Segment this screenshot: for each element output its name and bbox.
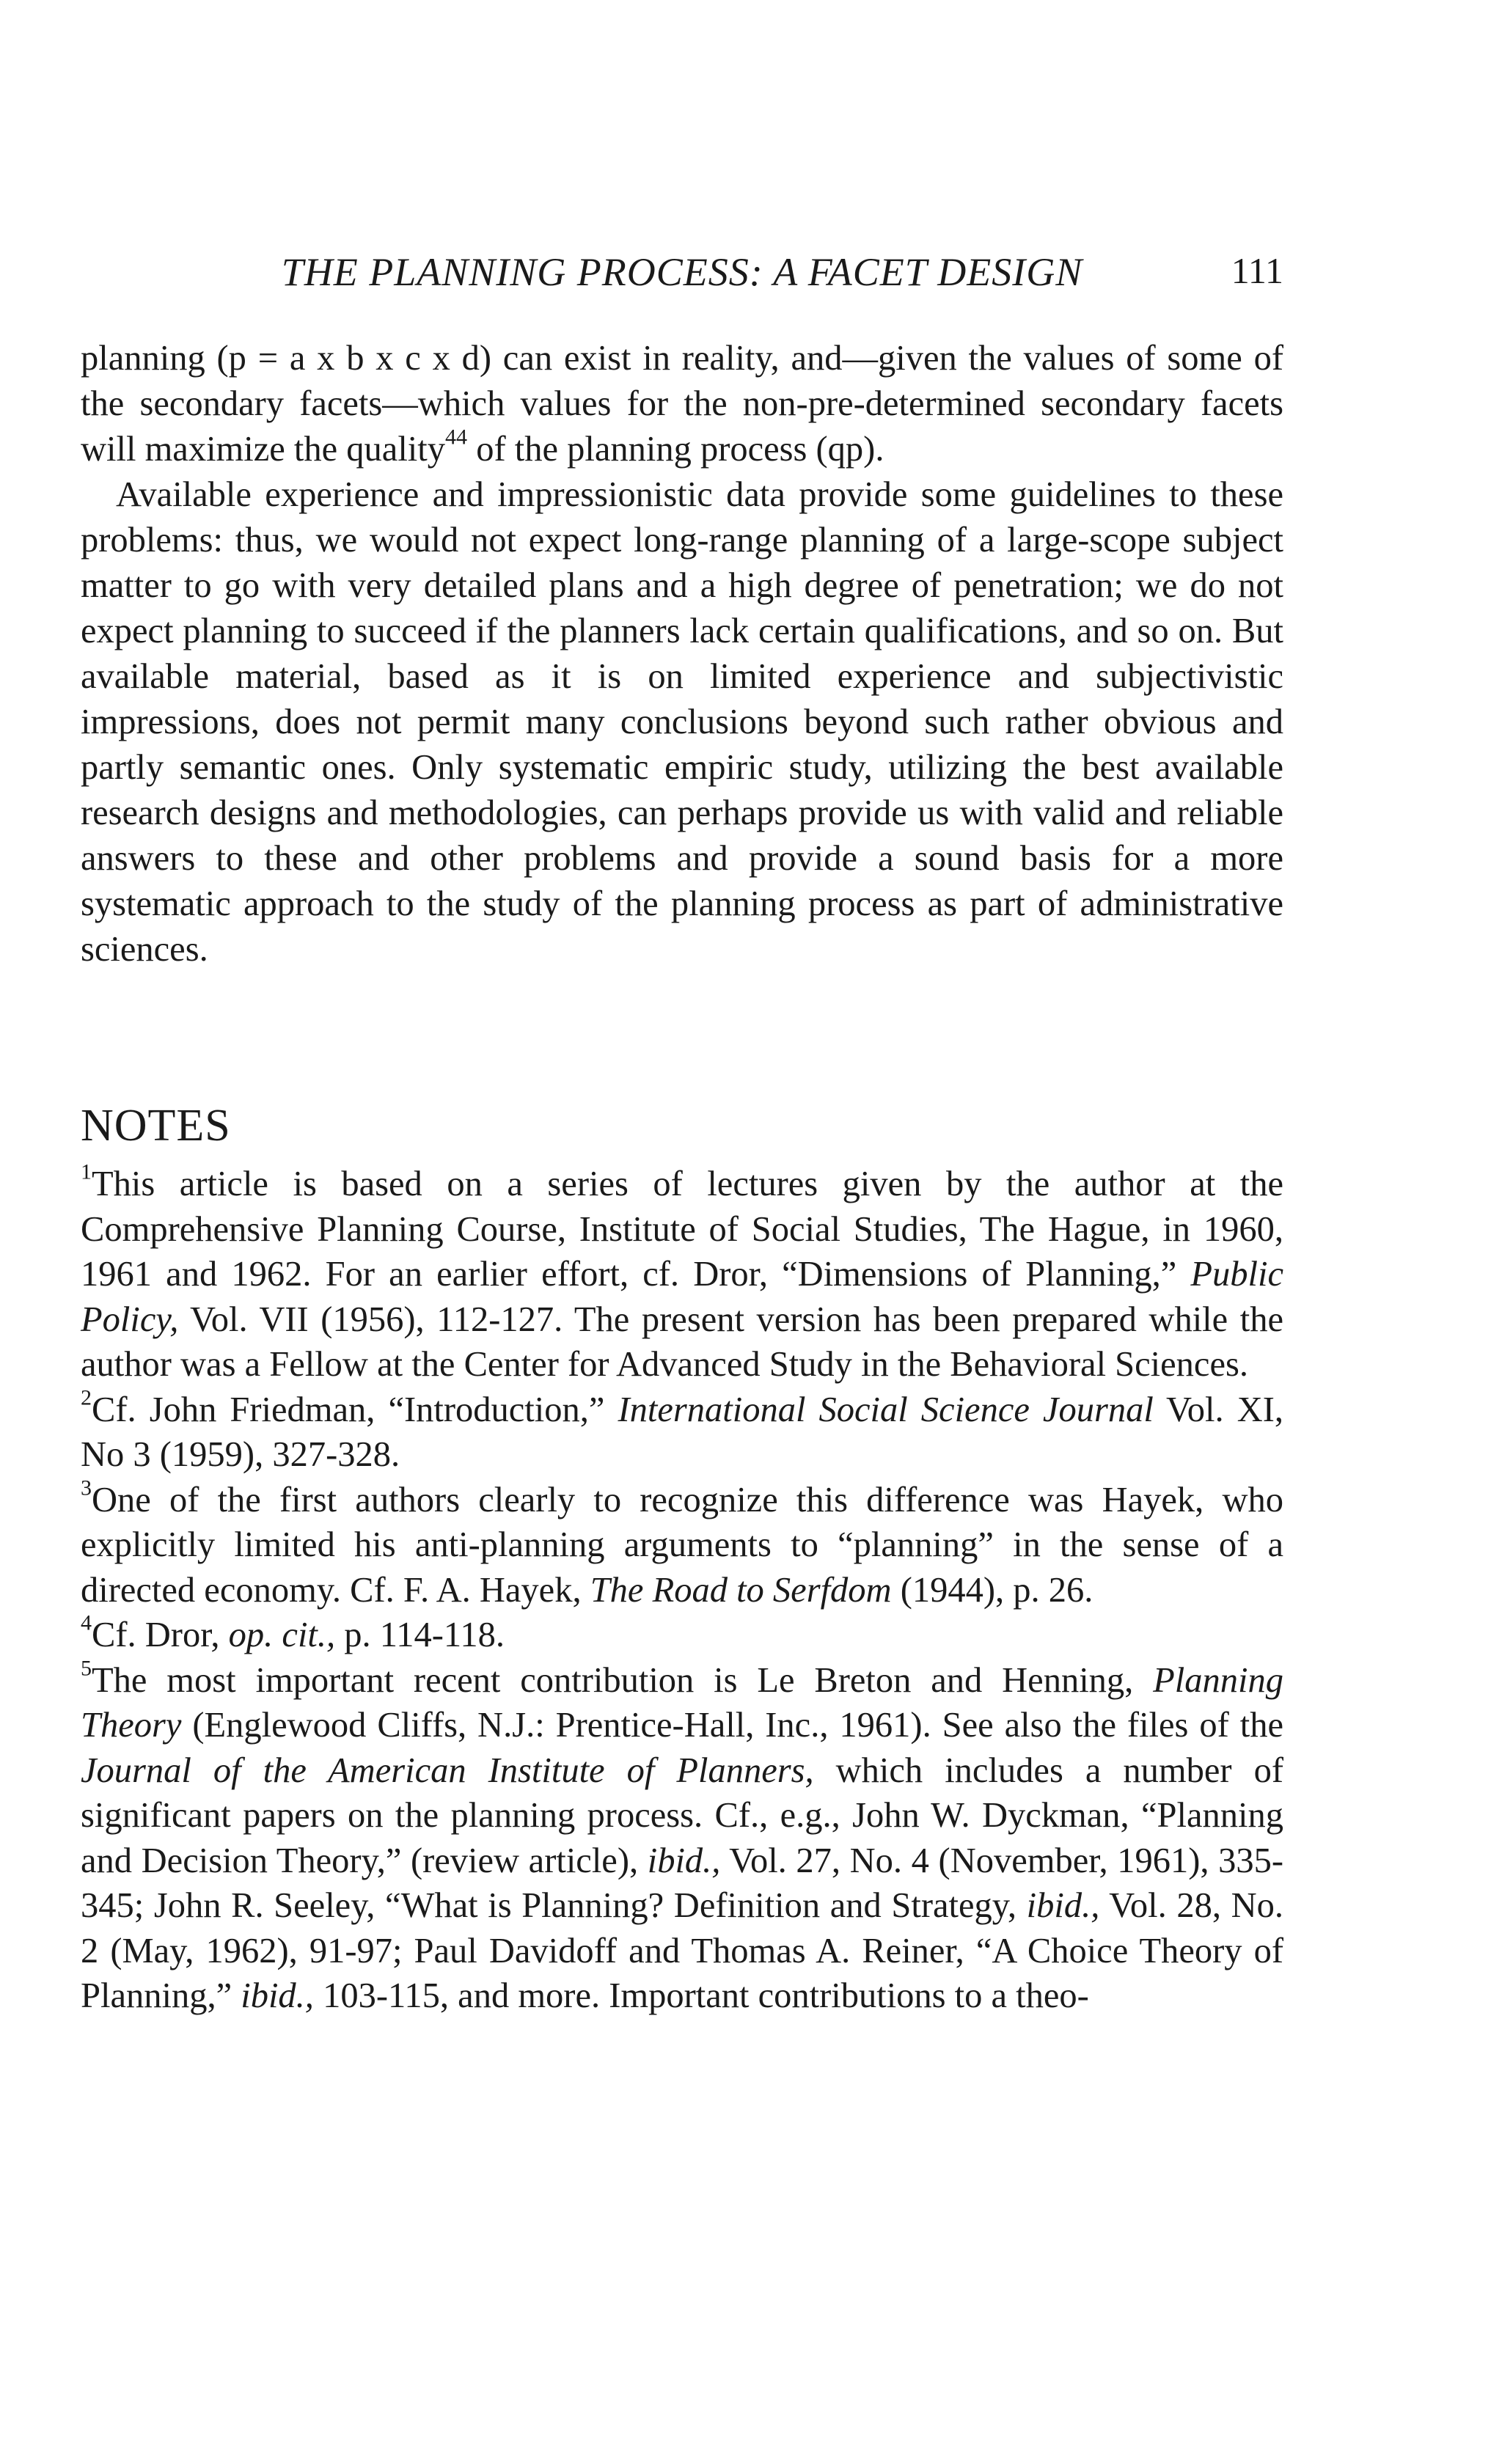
note-3 bbox=[81, 1474, 1283, 1613]
note-5 bbox=[81, 1654, 1283, 2019]
note-title: International Social Science Journal bbox=[618, 1390, 1154, 1429]
note-text: (1944), p. 26. bbox=[891, 1570, 1093, 1610]
note-text: Vol. 28, No. 2 (May, 1962), 91-97; Paul Davidoff and Thomas A. Reiner, “A Choice Theory of Planning,” bbox=[81, 1886, 1283, 2015]
note-number: 1 bbox=[81, 1159, 92, 1184]
note-2 bbox=[81, 1384, 1283, 1478]
note-text: The most important recent contribution is Le Breton and Henning, bbox=[92, 1660, 1154, 1700]
footnote-ref-44: 44 bbox=[445, 424, 468, 450]
note-title: op. cit., bbox=[228, 1616, 336, 1654]
notes-heading: NOTES bbox=[81, 1101, 231, 1151]
note-title: ibid., bbox=[1026, 1886, 1100, 1925]
notes-list bbox=[81, 1159, 1283, 2019]
note-text: Cf. John Friedman, “Introduction,” bbox=[92, 1390, 618, 1429]
paragraph-1-text: planning (p = a x b x c x d) can exist in reality, and—given the values of some of the secondary facets—which values for the non-pre-determined secondary facets will maximize the quality bbox=[81, 339, 1283, 469]
note-number: 3 bbox=[81, 1474, 92, 1500]
page-number: 111 bbox=[1231, 250, 1283, 291]
note-text: which includes a number of significant papers on the planning process. Cf., e.g., John W. Dyckman, “Planning and Decision Theory,” (review article), bbox=[81, 1750, 1283, 1880]
note-text: Vol. 27, No. 4 (November, 1961), 335-345; John R. Seeley, “What is Planning? Definition and Strategy, bbox=[81, 1841, 1283, 1925]
note-title: Public Policy, bbox=[81, 1255, 1283, 1339]
note-text: Vol. VII (1956), 112-127. The present version has been prepared while the author was a Fellow at the Center for Advanced Study in the Behavioral Sciences. bbox=[81, 1299, 1283, 1384]
note-4 bbox=[81, 1610, 1283, 1658]
note-title: ibid., bbox=[241, 1976, 314, 2015]
paragraph-1-end: of the planning process (qp). bbox=[467, 430, 884, 469]
note-text: Cf. Dror, bbox=[92, 1616, 229, 1654]
note-number: 5 bbox=[81, 1654, 92, 1680]
running-title: THE PLANNING PROCESS: A FACET DESIGN bbox=[281, 250, 1083, 294]
note-title: Planning Theory bbox=[81, 1660, 1283, 1745]
paragraph-2: Available experience and impressionistic data provide some guidelines to these problems: thus, we would not expect long-range planning of a large-scope subject matter to go with very detailed plans and a high degree of penetration; we do not expect planning to succeed if the planners lack certain qualifications, and so on. But available material, based as it is on limited experience and subjectivistic impressions, does not permit many conclusions beyond such rather obvious and partly semantic ones. Only systematic empiric study, utilizing the best available research designs and methodologies, can perhaps provide us with valid and reliable answers to these and other problems and provide a sound basis for a more systematic approach to the study of the planning process as part of administrative sciences. bbox=[81, 475, 1283, 969]
paragraph-1 bbox=[81, 336, 1283, 472]
note-text: One of the first authors clearly to recognize this difference was Hayek, who explicitly limited his anti-planning arguments to “planning” in the sense of a directed economy. Cf. F. A. Hayek, bbox=[81, 1480, 1283, 1610]
body-text bbox=[81, 336, 1283, 972]
note-1 bbox=[81, 1159, 1283, 1387]
note-title: ibid., bbox=[647, 1841, 721, 1880]
note-text: Vol. XI, No 3 (1959), 327-328. bbox=[81, 1390, 1283, 1474]
note-number: 2 bbox=[81, 1384, 92, 1409]
note-title: The Road to Serfdom bbox=[590, 1570, 892, 1610]
note-text: p. 114-118. bbox=[335, 1616, 505, 1654]
note-text: (Englewood Cliffs, N.J.: Prentice-Hall, Inc., 1961). See also the files of the bbox=[181, 1706, 1283, 1745]
note-number: 4 bbox=[81, 1610, 92, 1635]
note-text: This article is based on a series of lectures given by the author at the Comprehensive Planning Course, Institute of Social Studies, The Hague, in 1960, 1961 and 1962. For an earlier effort, cf. Dror, “Dimensions of Planning,” bbox=[81, 1165, 1283, 1294]
note-text: 103-115, and more. Important contributions to a theo- bbox=[313, 1976, 1089, 2015]
note-title: Journal of the American Institute of Planners, bbox=[81, 1750, 814, 1790]
running-header bbox=[81, 249, 1283, 301]
